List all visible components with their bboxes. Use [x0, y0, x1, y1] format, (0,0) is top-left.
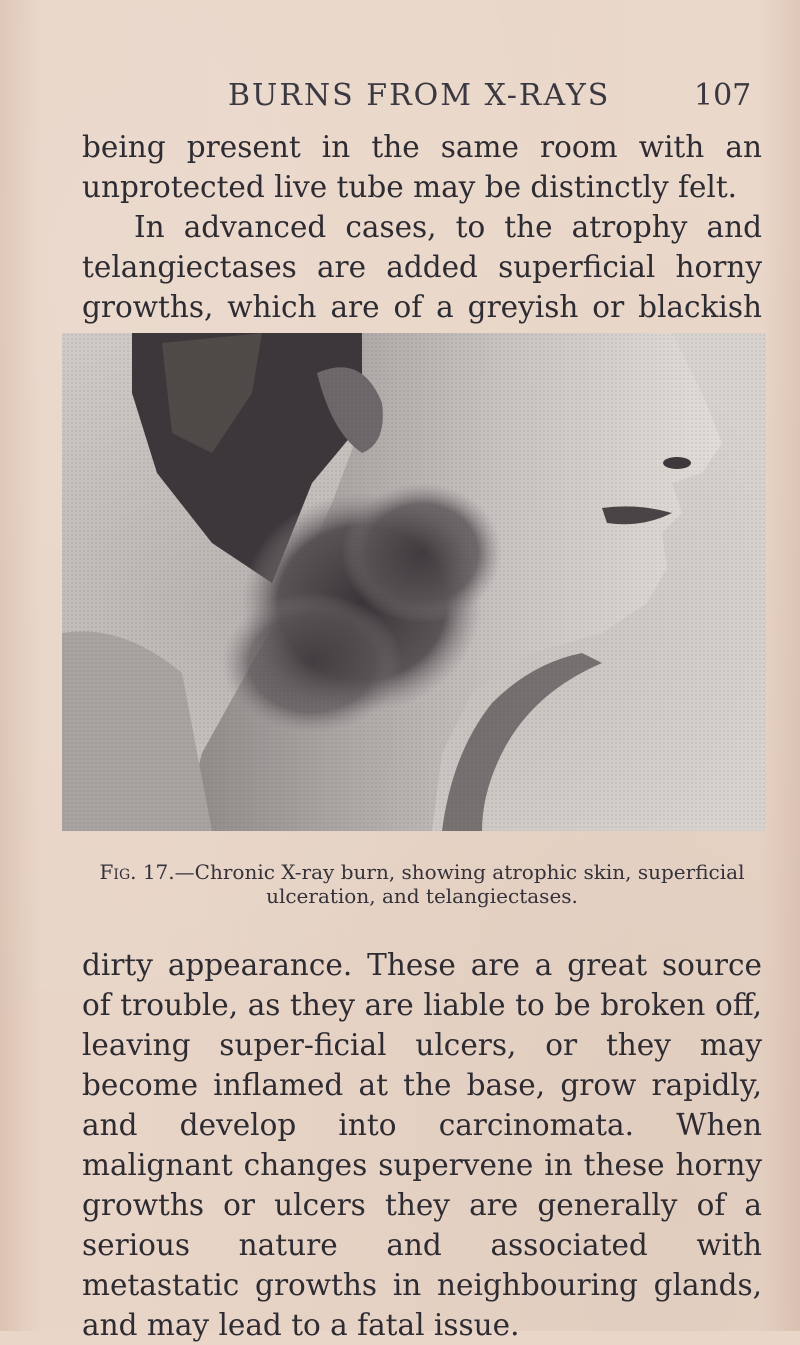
figure-caption	[82, 860, 762, 908]
page-number: 107	[694, 78, 752, 113]
figure-caption-text: —Chronic X-ray burn, showing atrophic skin, superficial ulceration, and telangiectases.	[174, 860, 745, 908]
neck-burn-photograph	[62, 333, 766, 831]
running-head: BURNS FROM X-RAYS	[228, 78, 611, 113]
paragraph: In advanced cases, to the atrophy and telangiectases are added superficial horny growths, which are of a greyish or blackish	[82, 210, 762, 324]
paragraph: dirty appearance. These are a great source of trouble, as they are liable to be broken off, leaving super-ficial ulcers, or they may become inflamed at the base, grow rapidly, and develop into carcinomata. When malignant changes supervene in these horny growths or ulcers they are generally of a serious nature and associated with metastatic growths in neighbouring glands, and may lead to a fatal issue.	[82, 948, 762, 1342]
top-text-block	[82, 127, 762, 367]
figure-photograph	[62, 333, 766, 831]
figure-label: Fig. 17.	[99, 860, 175, 884]
bottom-text-block	[82, 945, 762, 1345]
paragraph: being present in the same room with an unprotected live tube may be distinctly felt.	[82, 130, 762, 204]
